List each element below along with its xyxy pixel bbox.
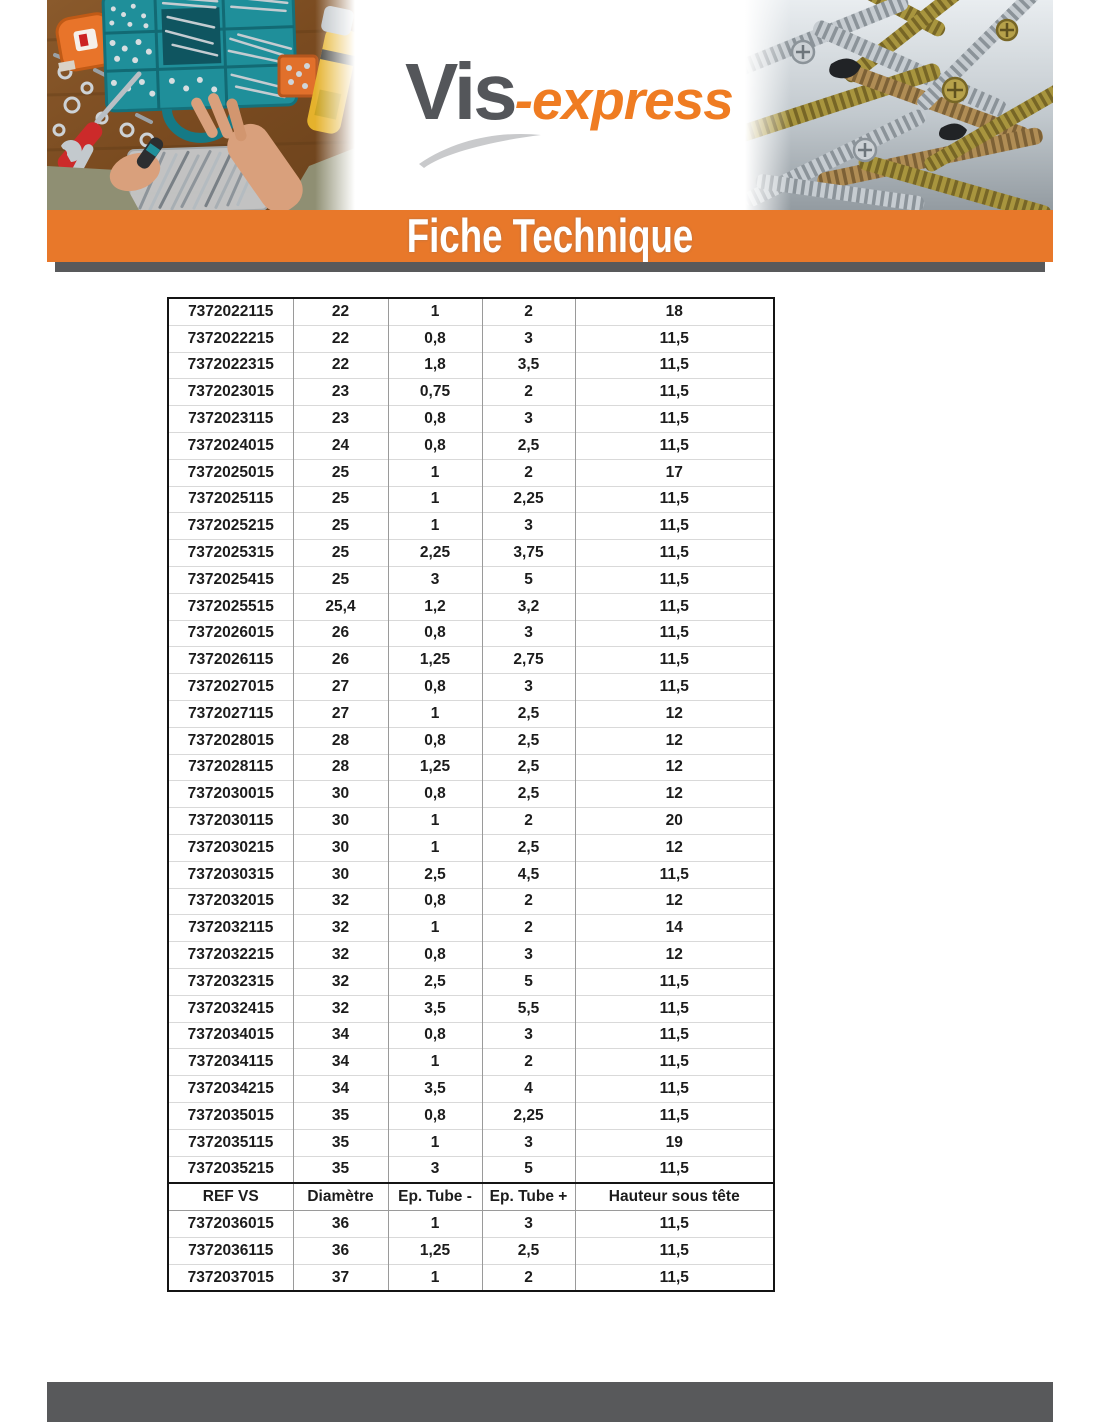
screws-photo [745,0,1053,210]
table-row [168,942,774,969]
logo-swoosh [415,128,545,170]
logo-text-express: -express [514,69,733,131]
table-cell: 22 [293,325,388,352]
table-cell: 7372034215 [168,1076,293,1103]
table-row [168,781,774,808]
table-cell: 30 [293,781,388,808]
table-cell: 19 [575,1129,774,1156]
table-cell: 7372028115 [168,754,293,781]
table-cell: 1,8 [388,352,482,379]
table-cell: 11,5 [575,379,774,406]
table-cell: 7372026115 [168,647,293,674]
table-cell: 11,5 [575,513,774,540]
table-cell: 11,5 [575,432,774,459]
table-cell: 11,5 [575,647,774,674]
table-cell: 34 [293,1076,388,1103]
table-cell: 7372027015 [168,674,293,701]
page-title: Fiche Technique [406,209,694,262]
table-cell: 5 [482,968,575,995]
table-cell: 36 [293,1237,388,1264]
table-cell: 0,8 [388,781,482,808]
table-cell: 4,5 [482,861,575,888]
table-cell: 30 [293,808,388,835]
table-cell: 2,5 [388,861,482,888]
table-cell: 1 [388,486,482,513]
table-cell: 1 [388,834,482,861]
table-cell: 7372034115 [168,1049,293,1076]
table-cell: 25 [293,540,388,567]
table-cell: 34 [293,1022,388,1049]
table-cell: 3,5 [482,352,575,379]
table-cell: 28 [293,727,388,754]
column-header: Ep. Tube - [388,1183,482,1210]
table-cell: 7372030315 [168,861,293,888]
small-parts-box [279,56,317,96]
table-cell: 2 [482,459,575,486]
table-cell: 7372030015 [168,781,293,808]
table-cell: 7372032215 [168,942,293,969]
table-cell: 1 [388,1129,482,1156]
table-cell: 7372032315 [168,968,293,995]
table-cell: 2,5 [482,781,575,808]
table-cell: 0,8 [388,888,482,915]
table-cell: 3,5 [388,995,482,1022]
table-cell: 2,5 [482,754,575,781]
banner-shadow-bar [55,262,1045,272]
table-cell: 7372022315 [168,352,293,379]
table-cell: 35 [293,1129,388,1156]
table-cell: 27 [293,674,388,701]
table-cell: 1 [388,459,482,486]
table-cell: 3,5 [388,1076,482,1103]
table-row [168,861,774,888]
table-cell: 12 [575,888,774,915]
table-cell: 7372032015 [168,888,293,915]
table-row [168,459,774,486]
table-cell: 2,5 [482,432,575,459]
table-cell: 2,5 [482,700,575,727]
table-cell: 11,5 [575,486,774,513]
table-cell: 7372030115 [168,808,293,835]
table-cell: 7372025015 [168,459,293,486]
table-cell: 0,8 [388,942,482,969]
table-cell: 7372028015 [168,727,293,754]
table-cell: 11,5 [575,593,774,620]
table-cell: 11,5 [575,1156,774,1183]
table-cell: 14 [575,915,774,942]
table-cell: 20 [575,808,774,835]
table-cell: 11,5 [575,620,774,647]
table-cell: 11,5 [575,968,774,995]
table-cell: 7372036115 [168,1237,293,1264]
table-cell: 2,25 [388,540,482,567]
table-cell: 3,2 [482,593,575,620]
table-cell: 7372035015 [168,1102,293,1129]
table-cell: 1 [388,808,482,835]
table-cell: 7372034015 [168,1022,293,1049]
table-cell: 7372027115 [168,700,293,727]
table-cell: 0,8 [388,325,482,352]
table-cell: 25 [293,486,388,513]
table-cell: 7372037015 [168,1264,293,1291]
table-row [168,325,774,352]
table-cell: 3 [482,620,575,647]
table-cell: 18 [575,298,774,325]
table-row [168,1211,774,1238]
table-cell: 7372022215 [168,325,293,352]
table-cell: 0,8 [388,432,482,459]
table-cell: 32 [293,888,388,915]
table-cell: 23 [293,406,388,433]
table-cell: 5,5 [482,995,575,1022]
table-cell: 7372025115 [168,486,293,513]
table-row [168,754,774,781]
table-cell: 17 [575,459,774,486]
table-cell: 26 [293,647,388,674]
table-cell: 2,25 [482,486,575,513]
table-cell: 25 [293,513,388,540]
table-cell: 35 [293,1156,388,1183]
table-cell: 2,5 [482,727,575,754]
screws-photo-illustration [745,0,1053,210]
table-cell: 32 [293,968,388,995]
table-cell: 11,5 [575,540,774,567]
table-cell: 1 [388,915,482,942]
table-cell: 12 [575,700,774,727]
table-cell: 36 [293,1211,388,1238]
table-cell: 28 [293,754,388,781]
table-cell: 1,25 [388,1237,482,1264]
table-cell: 3 [482,674,575,701]
table-row [168,995,774,1022]
table-cell: 3,75 [482,540,575,567]
table-row [168,379,774,406]
table-cell: 2 [482,915,575,942]
table-cell: 30 [293,861,388,888]
table-cell: 7372035215 [168,1156,293,1183]
table-row [168,808,774,835]
title-banner [47,210,1053,262]
table-row [168,566,774,593]
table-row [168,727,774,754]
table-cell: 7372023115 [168,406,293,433]
table-cell: 2 [482,1049,575,1076]
column-header: Hauteur sous tête [575,1183,774,1210]
table-cell: 7372025515 [168,593,293,620]
table-cell: 7372025215 [168,513,293,540]
table-cell: 2 [482,298,575,325]
table-cell: 2,5 [482,834,575,861]
table-cell: 12 [575,942,774,969]
table-cell: 11,5 [575,1211,774,1238]
table-cell: 0,8 [388,1102,482,1129]
table-cell: 25 [293,459,388,486]
table-row [168,834,774,861]
table-cell: 7372035115 [168,1129,293,1156]
table-cell: 7372023015 [168,379,293,406]
logo [355,0,745,210]
table-cell: 2,5 [482,1237,575,1264]
table-row [168,1102,774,1129]
table-cell: 7372036015 [168,1211,293,1238]
table-cell: 3 [388,1156,482,1183]
table-cell: 11,5 [575,1237,774,1264]
table-cell: 11,5 [575,566,774,593]
table-header-row [168,1183,774,1210]
table-cell: 1 [388,1264,482,1291]
table-cell: 1,25 [388,754,482,781]
table-cell: 7372022115 [188,302,274,320]
table-row [168,1022,774,1049]
table-cell: 22 [293,298,388,325]
table-cell: 11,5 [575,1076,774,1103]
table-cell: 1 [388,1049,482,1076]
table-cell: 1 [388,298,482,325]
table-cell: 7372025315 [168,540,293,567]
table-row [168,620,774,647]
table-row [168,888,774,915]
table-cell: 2 [482,888,575,915]
table-cell: 7372026015 [168,620,293,647]
table-cell: 34 [293,1049,388,1076]
table-cell: 12 [575,834,774,861]
column-header: REF VS [168,1183,293,1210]
column-header: Diamètre [293,1183,388,1210]
table-row [168,352,774,379]
table-cell: 11,5 [575,1102,774,1129]
table-cell: 12 [575,781,774,808]
table-cell: 25 [293,566,388,593]
table-cell: 27 [293,700,388,727]
workbench-photo-illustration [47,0,355,210]
table-cell: 0,8 [388,620,482,647]
table-cell: 11,5 [575,861,774,888]
table-row [168,486,774,513]
table-cell: 3 [482,1022,575,1049]
table-row [168,700,774,727]
table-cell: 3 [388,566,482,593]
table-row [168,647,774,674]
table-cell: 1,25 [388,647,482,674]
table-cell: 2 [482,1264,575,1291]
table-cell: 22 [293,352,388,379]
table-cell: 1 [388,513,482,540]
table-cell: 25,4 [293,593,388,620]
table-cell: 7372032115 [168,915,293,942]
table-cell: 0,8 [388,1022,482,1049]
table-cell: 4 [482,1076,575,1103]
spec-table-wrap [167,297,775,1292]
table-cell: 1,2 [388,593,482,620]
table-cell: 0,8 [388,406,482,433]
table-cell: 7372025415 [168,566,293,593]
workbench-photo [47,0,355,210]
table-cell: 11,5 [575,352,774,379]
table-cell: 12 [575,754,774,781]
table-cell: 3 [482,325,575,352]
logo-text-vis: Vis [405,47,515,136]
table-cell: 1 [388,700,482,727]
table-cell: 32 [293,995,388,1022]
table-cell: 2,75 [482,647,575,674]
table-cell: 5 [482,1156,575,1183]
footer-bar [47,1382,1053,1422]
table-row [168,674,774,701]
table-cell: 3 [482,1211,575,1238]
table-cell: 3 [482,513,575,540]
table-row [168,513,774,540]
table-row [168,1264,774,1291]
table-cell: 11,5 [575,995,774,1022]
table-cell: 23 [293,379,388,406]
table-row [168,915,774,942]
table-cell: 11,5 [575,1264,774,1291]
table-cell: 12 [575,727,774,754]
table-row [168,1076,774,1103]
table-cell: 0,8 [388,674,482,701]
spec-table-body [168,298,774,1291]
table-cell: 37 [293,1264,388,1291]
table-row [168,1129,774,1156]
table-row [168,1237,774,1264]
table-cell: 11,5 [575,325,774,352]
table-cell: 2 [482,808,575,835]
table-row [168,593,774,620]
table-cell: 3 [482,1129,575,1156]
table-cell: 11,5 [575,1022,774,1049]
table-cell: 7372032415 [168,995,293,1022]
table-cell: 2 [482,379,575,406]
table-row [168,968,774,995]
table-cell: 2,25 [482,1102,575,1129]
table-cell: 11,5 [575,406,774,433]
table-row [168,540,774,567]
table-cell: 2,5 [388,968,482,995]
table-cell: 0,75 [388,379,482,406]
table-cell: 0,8 [388,727,482,754]
table-cell: 32 [293,942,388,969]
table-cell: 32 [293,915,388,942]
table-row [168,1156,774,1183]
table-cell: 7372024015 [168,432,293,459]
table-cell: 30 [293,834,388,861]
table-cell: 3 [482,406,575,433]
spec-table [167,297,775,1292]
table-row [168,298,774,325]
table-cell: 1 [388,1211,482,1238]
table-row [168,432,774,459]
table-row [168,406,774,433]
table-cell: 24 [293,432,388,459]
table-cell: 35 [293,1102,388,1129]
column-header: Ep. Tube + [482,1183,575,1210]
table-cell: 5 [482,566,575,593]
table-cell: 26 [293,620,388,647]
table-cell: 7372030215 [168,834,293,861]
table-cell: 11,5 [575,674,774,701]
table-row [168,1049,774,1076]
table-cell: 11,5 [575,1049,774,1076]
table-cell: 3 [482,942,575,969]
